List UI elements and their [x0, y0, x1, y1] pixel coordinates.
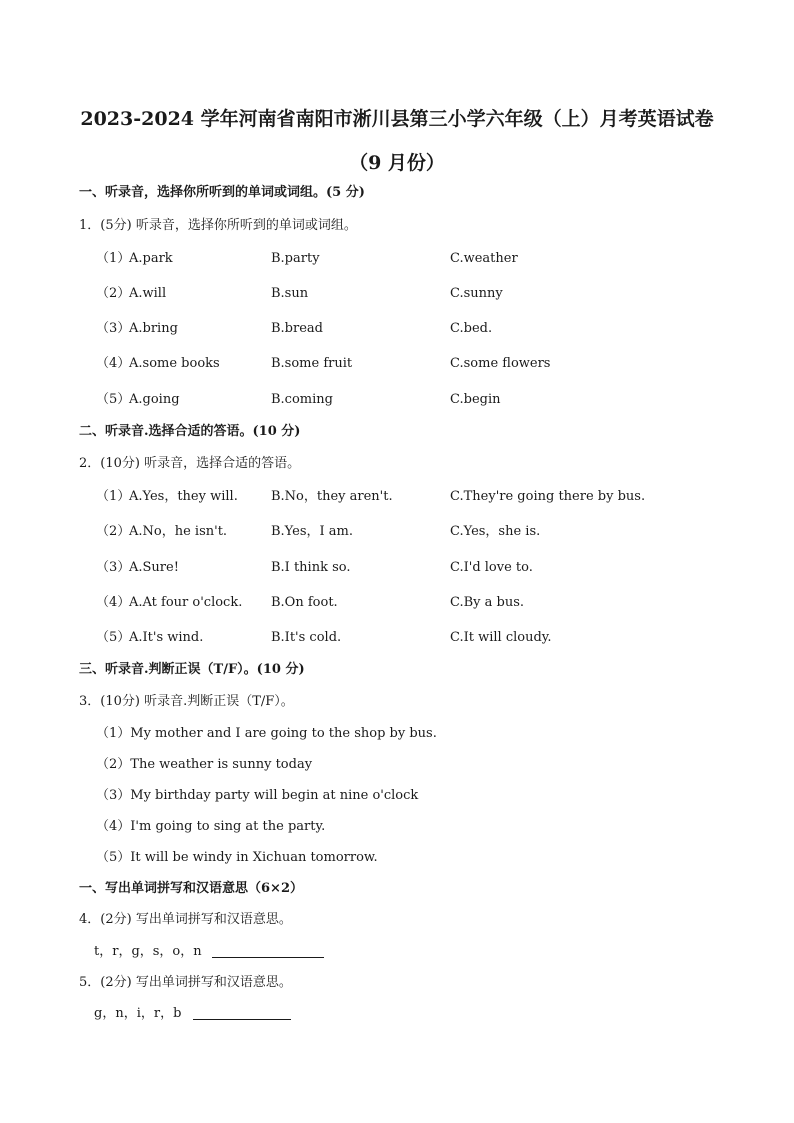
- q2-option-a: A.Sure!: [129, 560, 179, 575]
- q2-option-a: A.It's wind.: [129, 630, 204, 645]
- q3-statement: （4）I'm going to sing at the party.: [96, 819, 326, 834]
- question-2-stem: 2．(10分) 听录音，选择合适的答语。: [79, 456, 301, 471]
- q1-option-c: C.begin: [450, 392, 501, 407]
- q1-option-c: C.bed.: [450, 321, 493, 336]
- q1-option-c: C.weather: [450, 251, 518, 266]
- q2-item-number: （2）: [96, 524, 131, 539]
- q1-option-a: A.park: [129, 251, 173, 266]
- q2-option-a: A.No，he isn't.: [129, 524, 228, 539]
- question-5-stem: 5．(2分) 写出单词拼写和汉语意思。: [79, 975, 292, 990]
- q2-option-a: A.Yes，they will.: [129, 489, 238, 504]
- q3-statement: （1）My mother and I are going to the shop by bus.: [96, 726, 437, 741]
- q1-item-number: （2）: [96, 286, 131, 301]
- q1-item-number: （1）: [96, 251, 131, 266]
- q3-statement: （3）My birthday party will begin at nine o'clock: [96, 788, 419, 803]
- exam-title: 2023-2024 学年河南省南阳市淅川县第三小学六年级（上）月考英语试卷: [80, 108, 714, 130]
- q1-item-number: （5）: [96, 392, 131, 407]
- q2-option-c: C.It will cloudy.: [450, 630, 552, 645]
- q2-option-c: C.By a bus.: [450, 595, 525, 610]
- q1-option-a: A.will: [129, 286, 167, 301]
- q4-letters: t，r，g，s，o，n: [94, 944, 202, 959]
- q2-option-b: B.I think so.: [271, 560, 351, 575]
- question-4-stem: 4．(2分) 写出单词拼写和汉语意思。: [79, 912, 292, 927]
- q1-option-c: C.some flowers: [450, 356, 551, 371]
- q2-item-number: （1）: [96, 489, 131, 504]
- q5-letters: g，n，i，r，b: [94, 1006, 182, 1021]
- section-3-heading: 三、听录音.判断正误（T/F）。(10 分): [79, 662, 305, 677]
- q2-item-number: （5）: [96, 630, 131, 645]
- q3-statement: （5）It will be windy in Xichuan tomorrow.: [96, 850, 378, 865]
- q1-option-a: A.going: [129, 392, 180, 407]
- q2-option-b: B.On foot.: [271, 595, 338, 610]
- q3-statement: （2）The weather is sunny today: [96, 757, 313, 772]
- q2-item-number: （3）: [96, 560, 131, 575]
- q1-option-b: B.some fruit: [271, 356, 353, 371]
- q2-option-b: B.Yes，I am.: [271, 524, 353, 539]
- q1-option-b: B.bread: [271, 321, 323, 336]
- q2-option-b: B.No，they aren't.: [271, 489, 393, 504]
- section-1-heading: 一、听录音，选择你所听到的单词或词组。(5 分): [79, 185, 365, 200]
- q5-answer-blank[interactable]: [193, 1019, 291, 1020]
- q1-item-number: （4）: [96, 356, 131, 371]
- q2-option-c: C.Yes，she is.: [450, 524, 541, 539]
- exam-subtitle: （9 月份）: [349, 152, 445, 174]
- question-3-stem: 3．(10分) 听录音.判断正误（T/F）。: [79, 694, 294, 709]
- q1-option-b: B.sun: [271, 286, 309, 301]
- section-2-heading: 二、听录音.选择合适的答语。(10 分): [79, 424, 301, 439]
- q1-option-a: A.some books: [129, 356, 220, 371]
- q1-option-a: A.bring: [129, 321, 178, 336]
- q4-answer-blank[interactable]: [212, 957, 324, 958]
- q2-item-number: （4）: [96, 595, 131, 610]
- section-4-heading: 一、写出单词拼写和汉语意思（6×2）: [79, 881, 303, 896]
- q2-option-a: A.At four o'clock.: [129, 595, 243, 610]
- q2-option-b: B.It's cold.: [271, 630, 342, 645]
- q1-option-b: B.party: [271, 251, 320, 266]
- q1-option-b: B.coming: [271, 392, 333, 407]
- q2-option-c: C.They're going there by bus.: [450, 489, 646, 504]
- q1-option-c: C.sunny: [450, 286, 503, 301]
- q1-item-number: （3）: [96, 321, 131, 336]
- question-1-stem: 1．(5分) 听录音，选择你所听到的单词或词组。: [79, 218, 357, 233]
- q2-option-c: C.I'd love to.: [450, 560, 533, 575]
